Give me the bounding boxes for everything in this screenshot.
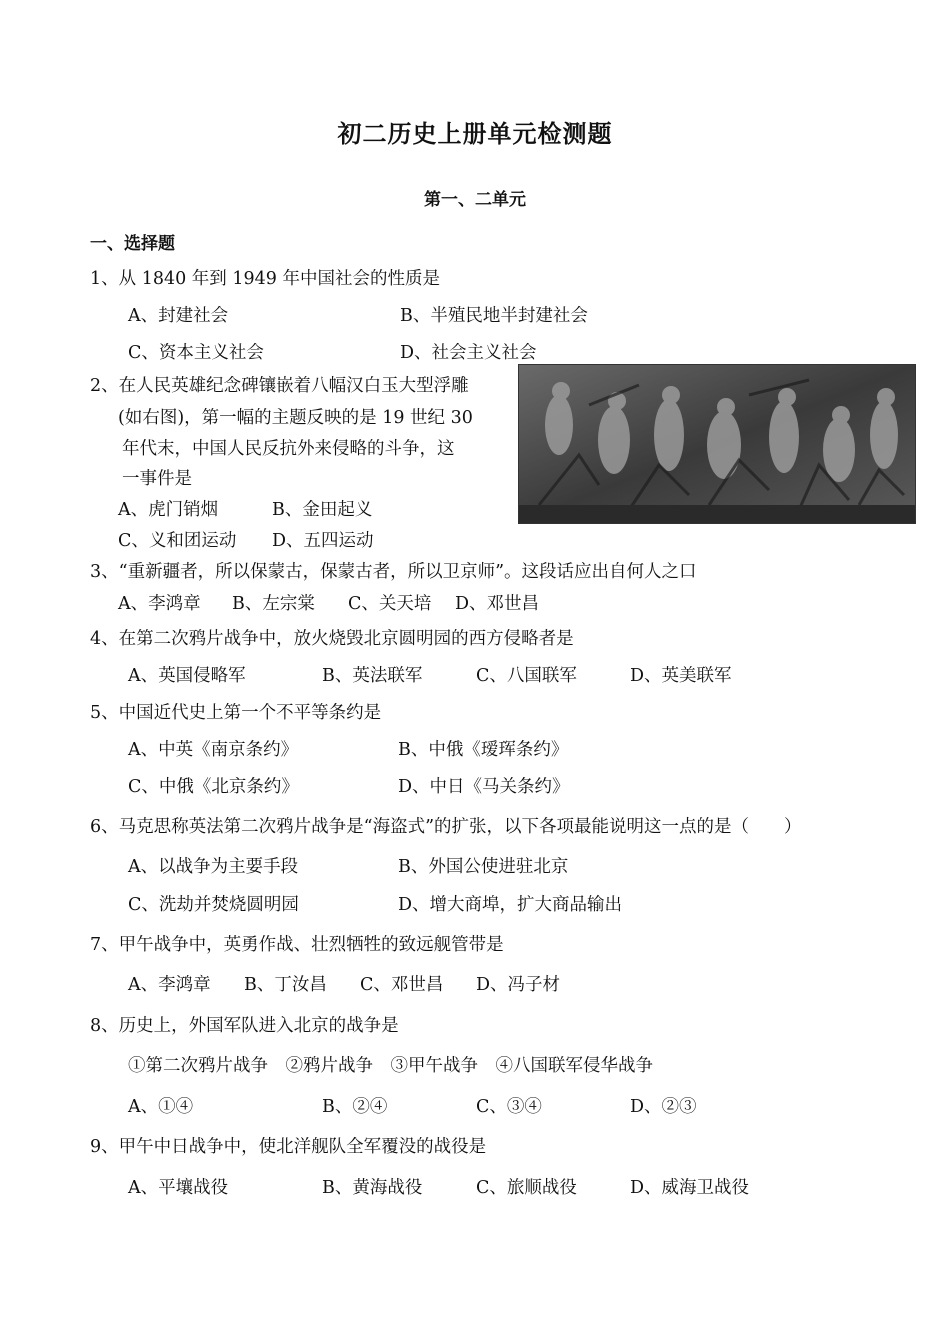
question-6-stem: 6、马克思称英法第二次鸦片战争是“海盗式”的扩张，以下各项最能说明这一点的是（ ）: [90, 817, 802, 837]
question-2-option-a: A、虎门销烟: [118, 500, 219, 520]
question-5-option-a: A、中英《南京条约》: [128, 740, 299, 760]
relief-image: [518, 364, 916, 524]
question-5-option-d: D、中日《马关条约》: [398, 777, 570, 797]
question-2-stem-line-2: (如右图)，第一幅的主题反映的是 19 世纪 30: [118, 408, 473, 428]
question-7-option-a: A、李鸿章: [128, 975, 211, 995]
question-1-stem: 1、从 1840 年到 1949 年中国社会的性质是: [90, 269, 440, 289]
question-7-option-d: D、冯子材: [476, 975, 561, 995]
question-1-option-d: D、社会主义社会: [400, 343, 537, 363]
question-8-option-c: C、③④: [476, 1097, 542, 1117]
question-2-stem-line-4: 一事件是: [122, 469, 192, 489]
question-1-option-c: C、资本主义社会: [128, 343, 264, 363]
question-3-option-b: B、左宗棠: [232, 594, 315, 614]
question-3-option-d: D、邓世昌: [455, 594, 540, 614]
question-6-option-d: D、增大商埠，扩大商品输出: [398, 895, 623, 915]
question-2-stem-line-1: 2、在人民英雄纪念碑镶嵌着八幅汉白玉大型浮雕: [90, 376, 469, 396]
question-6-option-c: C、洗劫并焚烧圆明园: [128, 895, 299, 915]
question-3-option-a: A、李鸿章: [118, 594, 201, 614]
question-8-items: ①第二次鸦片战争 ②鸦片战争 ③甲午战争 ④八国联军侵华战争: [128, 1056, 653, 1076]
question-9-option-d: D、威海卫战役: [630, 1178, 750, 1198]
question-9-stem: 9、甲午中日战争中，使北洋舰队全军覆没的战役是: [90, 1137, 487, 1157]
section-heading: 一、选择题: [90, 234, 175, 254]
question-3-option-c: C、关天培: [348, 594, 432, 614]
question-4-option-c: C、八国联军: [476, 666, 577, 686]
question-1-option-b: B、半殖民地半封建社会: [400, 306, 588, 326]
question-1-option-a: A、封建社会: [128, 306, 229, 326]
question-7-stem: 7、甲午战争中，英勇作战、壮烈牺牲的致远舰管带是: [90, 935, 504, 955]
question-4-option-b: B、英法联军: [322, 666, 423, 686]
question-7-option-c: C、邓世昌: [360, 975, 444, 995]
question-2-option-b: B、金田起义: [272, 500, 373, 520]
question-4-option-a: A、英国侵略军: [128, 666, 246, 686]
question-2-stem-line-3: 年代末，中国人民反抗外来侵略的斗争，这: [122, 439, 455, 459]
question-4-option-d: D、英美联军: [630, 666, 732, 686]
question-2-option-c: C、义和团运动: [118, 531, 237, 551]
question-5-option-b: B、中俄《瑷珲条约》: [398, 740, 569, 760]
question-5-stem: 5、中国近代史上第一个不平等条约是: [90, 703, 382, 723]
question-9-option-c: C、旅顺战役: [476, 1178, 577, 1198]
question-8-option-a: A、①④: [128, 1097, 194, 1117]
question-7-option-b: B、丁汝昌: [244, 975, 327, 995]
question-6-option-a: A、以战争为主要手段: [128, 857, 299, 877]
question-4-stem: 4、在第二次鸦片战争中，放火烧毁北京圆明园的西方侵略者是: [90, 629, 574, 649]
unit-subtitle: 第一、二单元: [424, 190, 526, 210]
question-9-option-a: A、平壤战役: [128, 1178, 229, 1198]
question-8-option-b: B、②④: [322, 1097, 388, 1117]
question-9-option-b: B、黄海战役: [322, 1178, 423, 1198]
question-8-option-d: D、②③: [630, 1097, 697, 1117]
question-8-stem: 8、历史上，外国军队进入北京的战争是: [90, 1016, 399, 1036]
question-6-option-b: B、外国公使进驻北京: [398, 857, 569, 877]
page-title: 初二历史上册单元检测题: [337, 120, 613, 148]
question-5-option-c: C、中俄《北京条约》: [128, 777, 299, 797]
question-2-option-d: D、五四运动: [272, 531, 374, 551]
question-3-stem: 3、“重新疆者，所以保蒙古，保蒙古者，所以卫京师”。这段话应出自何人之口: [90, 562, 697, 582]
